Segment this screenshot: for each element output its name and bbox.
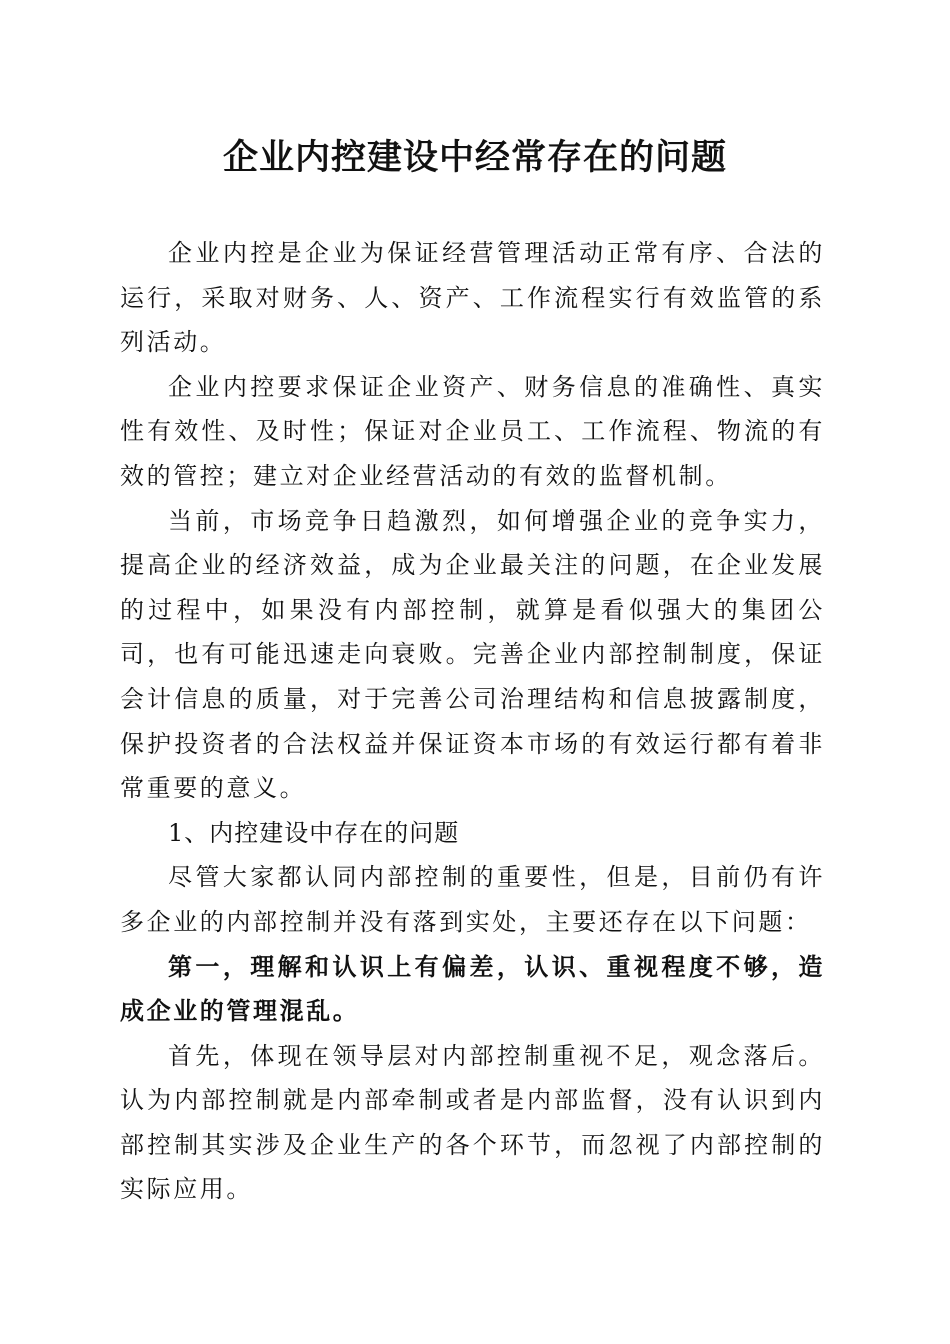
section-heading-problems: 1、内控建设中存在的问题: [168, 818, 460, 847]
paragraph-problems-intro: 尽管大家都认同内部控制的重要性，但是，目前仍有许多企业的内部控制并没有落到实处，主要还存在以下问题：: [120, 863, 825, 936]
paragraph-intro: 企业内控是企业为保证经营管理活动正常有序、合法的运行，采取对财务、人、资产、工作流程实行有效监管的系列活动。: [120, 239, 825, 357]
document-body: [120, 231, 825, 1212]
paragraph-requirements: 企业内控要求保证企业资产、财务信息的准确性、真实性有效性、及时性；保证对企业员工、工作流程、物流的有效的管控；建立对企业经营活动的有效的监督机制。: [120, 372, 825, 490]
paragraph-current-situation: 当前，市场竞争日趋激烈，如何增强企业的竞争实力，提高企业的经济效益，成为企业最关注的问题，在企业发展的过程中，如果没有内部控制，就算是看似强大的集团公司，也有可能迅速走向衰败。完善企业内部控制制度，保证会计信息的质量，对于完善公司治理结构和信息披露制度，保护投资者的合法权益并保证资本市场的有效运行都有着非常重要的意义。: [120, 506, 825, 803]
paragraph-first-detail: 首先，体现在领导层对内部控制重视不足，观念落后。认为内部控制就是内部牵制或者是内部监督，没有认识到内部控制其实涉及企业生产的各个环节，而忽视了内部控制的实际应用。: [120, 1041, 825, 1204]
page-title: 企业内控建设中经常存在的问题: [222, 137, 727, 178]
paragraph-first-problem: 第一，理解和认识上有偏差，认识、重视程度不够，造成企业的管理混乱。: [120, 951, 825, 1026]
